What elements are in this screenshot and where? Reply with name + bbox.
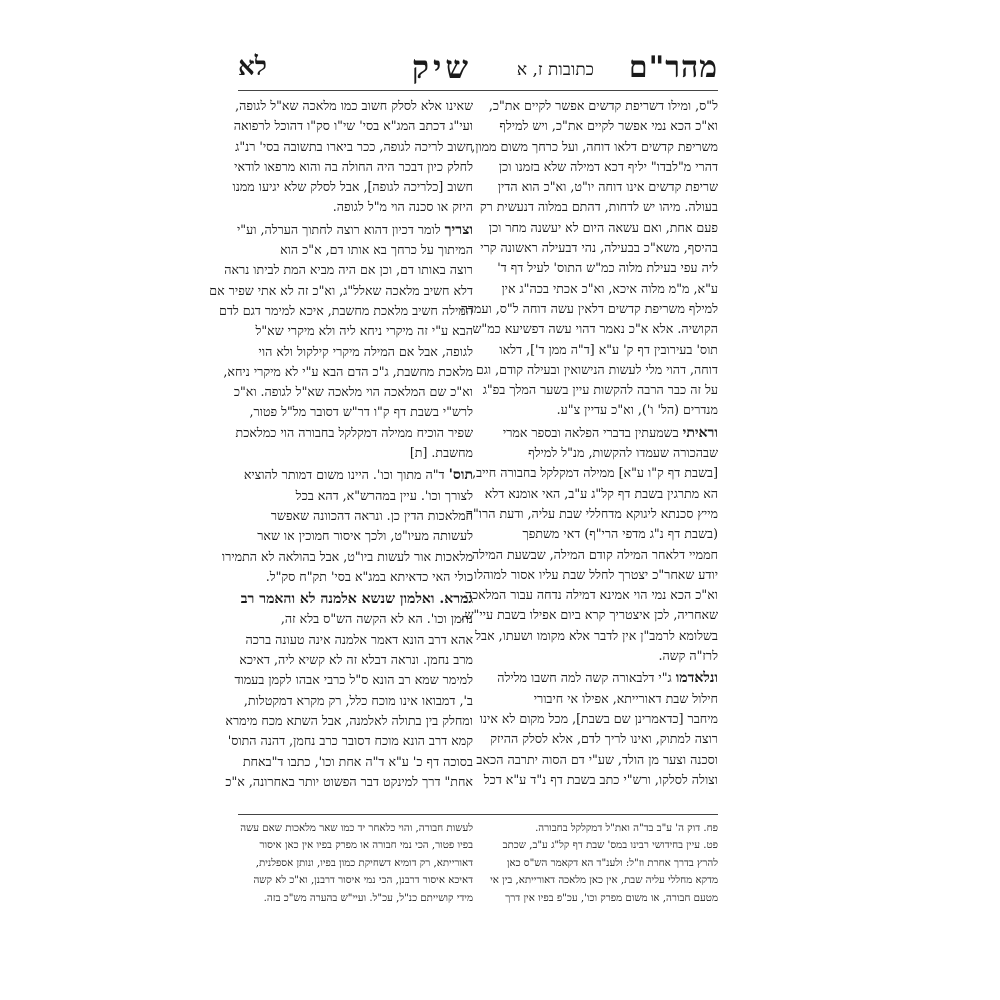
text-line: בהיסף, משא"כ בבעילה, נהי דבעילה ראשונה קרי (480, 240, 718, 256)
paragraph (476, 668, 718, 790)
footnotes-left (238, 820, 473, 907)
text-line: ע"א, מ"מ מלוה איכא, וא"כ אכתי בכה"ג אין (501, 280, 718, 296)
paragraph-lead: וצריך (444, 221, 473, 238)
text-line: תוס' בעירובין דף ק' ע"א [ד"ה ממן ד'], דלאו (499, 341, 718, 357)
footnote-line: מטעם חבורה, או משום מפרק וכו', עכ"פ בפיו אין דרך (505, 892, 718, 904)
text-line: פעם אחת, ואם עשאה היום לא יעשנה מחר וכן (488, 219, 718, 235)
text-line: דוחה, דהוי מלי לעשות הנישואין ובעילה קודם, וגם (475, 361, 718, 377)
text-line: בעולה. מיהו יש לדחות, דהתם במלוה דנעשית רק (479, 199, 718, 215)
text-line: וא"כ שם המלאכה הוי מלאכה שא"ל לגופה. וא"כ (233, 384, 473, 400)
text-line: וא"כ הכא נמי אפשר לקיים את"כ, ויש למילף (499, 118, 718, 134)
text-line: שריפת קדשים אינו דוחה יו"ט, וא"כ הוא הדין (497, 179, 718, 195)
text-line-body: לומר דכיון דהוא רוצה לחתוך הערלה, וע"י (237, 221, 441, 237)
footnote-line: דאורייתא, רק דומיא דשחיקת כמון בפיו, ונותן אספלנית, (255, 857, 473, 869)
paragraph (460, 96, 718, 421)
text-line: חשוב [כלריכה לגופה], אבל לסלק שלא יגיעו ממנו (232, 179, 473, 195)
text-line: רוצה למתוק, ואינו לריך לדם, אלא לסלק ההיזק (490, 731, 718, 747)
text-line: שבהכורה שעמדו להקשות, מנ"ל למילף (528, 445, 718, 461)
text-line: ב', דמבואו אינו מוכח כלל, רק מקרא דמקטלות, (243, 692, 473, 708)
page-number: לא (238, 52, 267, 82)
text-line: רוצה באותו דם, וכן אם היה מביא המת לביתו נראה (224, 262, 473, 278)
text-line: שאינו אלא לסלק חשוב כמו מלאכה שא"ל לגופה, (235, 98, 473, 113)
text-line: ומחלק בין בתולה לאלמנה, אבל השתא מכח מימרא (225, 712, 473, 728)
text-line: למימר שמא רב הונא ס"ל כרבי אבהו לקמן בעמוד (234, 672, 473, 688)
text-line: יודע שאחר"כ יצטרך לחלל שבת עליו אסור למוהלו, (469, 566, 718, 582)
text-line: הא מתרגין בשבת דף קל"ג ע"ב, האי אומנא דלא (484, 485, 718, 501)
text-line: מיחבר [כדאמרינן שם בשבת], מכל מקום לא אינו (479, 710, 718, 726)
text-line-body: ד"ה מתוך וכו'. היינו משום דמותר להוציא (243, 467, 445, 483)
text-line: מרב נחמן. ונראה דבלא זה לא קשיא ליה, דאיכא (239, 652, 473, 668)
footnote-line: דאיכא איסור דרבנן, הכי נמי איסור דרבנן, וא"כ לא קשה (253, 875, 473, 887)
header-title-right: מהר"ם (628, 50, 718, 85)
left-column (209, 96, 473, 794)
footnote-line: בפיו פטור, הכי נמי חבורה או מפרק בפיו אין כאן איסור (259, 840, 473, 852)
text-line: לעשותה מעיו"ט, ולכך איסור חמוכין או שאר (257, 528, 473, 544)
text-line: שפיר הוכיח ממילה דמקלקל בחבורה הוי כמלאכת (235, 424, 473, 440)
text-line: דהרי מ"לבדו" יליף דכא דמילה שלא בזמנו וכן (498, 158, 718, 174)
text-line: מנדרים (הל' ו'), וא"כ עדיין צ"ע. (556, 402, 718, 418)
paragraph (209, 220, 473, 464)
paragraph-lead: וראיתי (682, 424, 718, 441)
text-line: הבא ע"י זה מיקרי ניחא ליה ולא מיקרי שא"ל (255, 323, 473, 339)
text-line: המלאכות הדין כן. ונראה דהכוונה שאפשר (270, 507, 473, 523)
footnotes-right (488, 820, 718, 907)
paragraph (225, 589, 473, 792)
header-rule (238, 90, 718, 91)
text-line (238, 465, 473, 485)
right-column (460, 96, 718, 792)
footnote-line: להרץ בדרך אחרת וז"ל: ולענ"ד הא דקאמר הש"ס כאן (506, 857, 718, 869)
text-line: ליה עפי בעילת מלוה כמ"ש התוס' לעיל דף ד' (497, 260, 718, 276)
text-line: ל"ס, ומילו דשריפת קדשים אפשר לקיים את"כ, (488, 98, 718, 113)
paragraph (232, 96, 473, 218)
header-reference: כתובות ז, א (516, 60, 594, 80)
text-line-body: ג"י דלבאורה קשה למה חשבו מלילה (497, 670, 672, 686)
text-line: משריפת קדשים דלאו דוחה, ועל כרחך משום ממון, (471, 138, 718, 154)
text-line: וסכנה וצער מן הולד, שע"י דם הסוה יתרבה הכאב (476, 751, 718, 767)
text-line: היזק או סכנה הוי מ"ל לגופה. (332, 199, 473, 215)
text-line: בסוכה דף כ' ע"א ד"ה אחת וכו', כתבו ד"באחת (242, 753, 473, 769)
text-line: אחת" דרך למינקט דבר הפשוט יותר באחרונה, א"כ (225, 773, 473, 789)
text-line: [בשבת דף ק"ו ע"א] ממילה דמקלקל בחבורה חייב, (472, 465, 718, 481)
text-line: לרש"י בשבת דף ק"ו דר"ש דסובר מל"ל פטור, (249, 404, 473, 420)
text-line: וא"כ הכא נמי הוי אמינא דמילה נדחה עבור המלאכה (464, 587, 718, 603)
text-line: מלאכות אור לעשות ביו"ט, אבל בהולאה לא התמירו (221, 548, 473, 564)
text-line-body: בשמעתין בדברי הפלאה ובספר אמרי (502, 424, 679, 440)
paragraph-lead: ונלאדמו (675, 670, 718, 687)
running-header (238, 44, 718, 84)
text-line: לגופה, אבל אם המילה מיקרי קילקול ולא הוי (258, 343, 473, 359)
text-line (238, 220, 473, 240)
footnote-line: לעשות חבורה, והוי כלאחר יד כמו שאר מלאכות שאם עשה (240, 823, 473, 834)
paragraph-lead: תוס' (448, 467, 473, 484)
footnote-line: פח. דוק ה' ע"ב בד"ה ואת"ל דמקלקל בחבורה. (535, 823, 718, 834)
footnote-line: פט. עיין בחידושי רבינו במס' שבת דף קל"ג ע"ב, שכתב (502, 840, 718, 852)
text-line: הקושיה. אלא א"כ נאמר דהוי עשה דפשיעא כמ"ש (472, 321, 718, 337)
text-line: המילה חשיב מלאכת מחשבת, איכא למימר דגם לדם (218, 302, 473, 318)
text-line: חילול שבת דאורייתא, אפילו אי חיבורי (533, 690, 718, 706)
text-line: חשוב לריכה לגופה, ככר ביארו בתשובה בסי' רנ"ג (235, 138, 473, 154)
text-line: המיתוך על כרחך בא אותו דם, א"כ הוא (280, 242, 473, 258)
text-line: ועי"ג דכתב המג"א בסי' שי"ו סק"ו דהוכל לרפואה (233, 118, 473, 134)
text-line: מייץ סכנתא ליגוקא מדחללי שבת עליה, ודעת הרו"ה (465, 505, 718, 521)
text-line: מלאכת מחשבת, ג"כ הדם הבא ע"י לא מיקרי ניחא, (223, 363, 473, 379)
text-line: קמא דרב הונא מוכח דסובר כרב נחמן, דהנה התוס' (227, 733, 473, 749)
paragraph-lead: גמרא. ואלמון שנשא אלמנה לא והאמר רב (240, 591, 473, 608)
footnote-line: מידי קושייתם כנ"ל, עכ"ל. ועיי"ש בהערה מש"כ בזה. (263, 892, 473, 904)
text-line: על זה כבר הרבה להקשות עיין בשער המלך בפ"ג (482, 382, 718, 398)
footnote-line: מדקא מחללי עליה שבת, אין כאן מלאכה דאורייתא, בין אי (490, 875, 718, 887)
text-line: למילף משריפת קדשים דלאין עשה דוחה ל"ס, ועמדה (460, 300, 718, 316)
text-line: דלא חשיב מלאכה שאלל"ג, וא"כ זה לא אתי שפיר אם (209, 282, 473, 298)
text-line: מחשבת. [ת] (409, 445, 473, 461)
paragraph (221, 465, 473, 587)
footnote-rule (238, 814, 718, 815)
text-line: (בשבת דף נ"ג מדפי הרי"ף) דאי משתפך (522, 526, 718, 542)
text-line: לצורך וכו'. עיין במהרש"א, דהא בכל (295, 487, 473, 503)
text-line: שאחריה, לכן איצטריך קרא ביום אפילו בשבת עיי"ש, (460, 607, 718, 623)
text-line: אהא דרב הונא דאמר אלמנה אינה טעונה ברכה (245, 631, 473, 647)
text-line: לחלק כיון דבכר היה החולה בה והוא מרפאו לודאי (234, 158, 473, 174)
text-line: לרז"ה קשה. (658, 648, 718, 664)
text-line: כולי האי כדאיתא במג"א בסי' תק"ח סק"ל. (265, 568, 473, 584)
text-line: נחמן וכו'. הא לא הקשה הש"ס בלא זה, (280, 611, 473, 627)
text-line (488, 668, 718, 688)
text-line: חממיי דלאחר המילה קודם המילה, שבשעת המילה (471, 546, 718, 562)
text-line: בשלומא לרמב"ן אין לדבר אלא מקומו ושעתו, אבל (475, 627, 718, 643)
header-title-center: שיק (411, 48, 472, 86)
text-line: וצולה לסלקו, ורש"י כתב בשבת דף נ"ד ע"א דכל (483, 771, 718, 787)
text-line (488, 423, 718, 443)
